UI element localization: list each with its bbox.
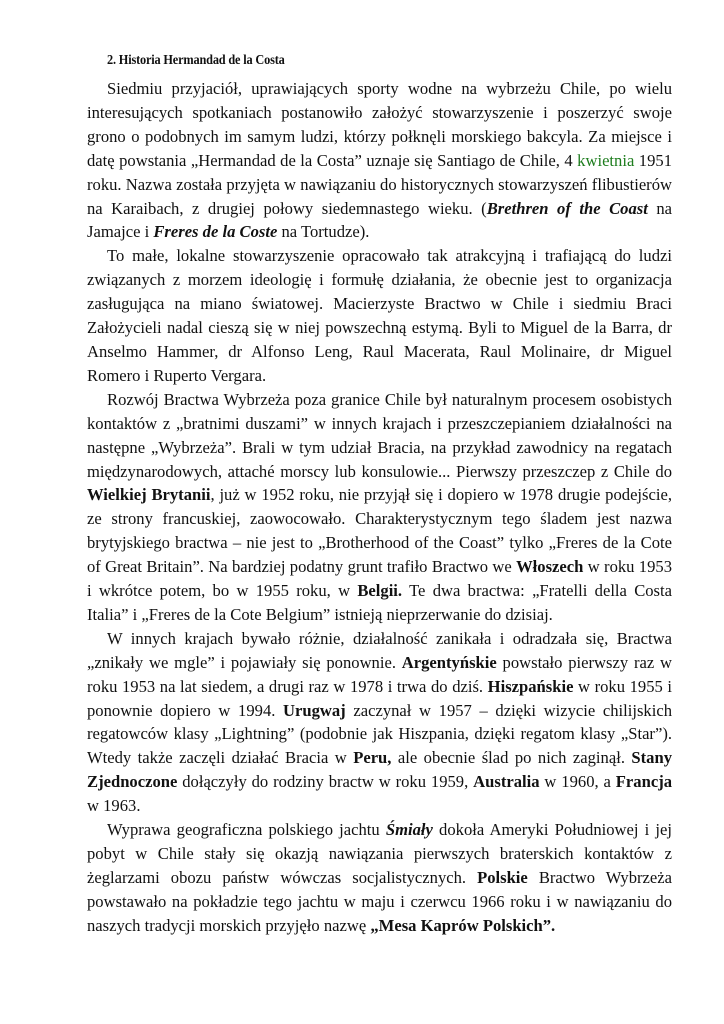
text-run: ale obecnie ślad po nich zaginął. (391, 748, 632, 768)
text-run: Siedmiu przyjaciół, uprawiających sporty wodne na wybrzeżu Chile, po wielu interesujących spotkaniach postanowiło założyć stowarzyszenie i poszerzyć swoje grono o podobnych im samym ludzi, którzy połknęli morskiego bakcyla. Za miejsce i datę powstania „Hermandad de la Costa” uznaje się Santiago de Chile, 4 (87, 79, 672, 170)
emphasis-text: Włoszech (516, 557, 584, 577)
text-run: Rozwój Bractwa Wybrzeża poza granice Chile był naturalnym procesem osobistych kontaktów z „bratnimi duszami” w innych krajach i przeszczepianiem działalności na następne „Wybrzeża”. Brali w tym udział Bracia, na przykład zawodnicy na regatach międzynarodowych, attaché morscy lub konsulowie... Pierwszy przeszczep z Chile do (87, 389, 672, 481)
text-run: na Tortudze). (277, 222, 370, 242)
text-run: Bractwo Wybrzeża powstawało na pokładzie tego jachtu w maju i czerwcu 1966 roku i w nawiązaniu do naszych tradycji morskich przyjęło nazwę (87, 867, 672, 935)
text-run: w 1963. (87, 796, 141, 816)
text-run: To małe, lokalne stowarzyszenie opracowało tak atrakcyjną i trafiającą do ludzi związanych z morzem ideologię i formułę działania, że obecnie jest to organizacja zasługująca na miano światowej. Macierzyste Bractwo w Chile i siedmiu Braci Założycieli nadal cieszą się w niej powszechną estymą. Byli to Miguel de la Barra, dr Anselmo Hammer, dr Alfonso Leng, Raul Macerata, Raul Molinaire, dr Miguel Romero i Ruperto Vergara. (87, 246, 672, 385)
paragraph-other-countries (87, 627, 672, 818)
emphasis-text: Freres de la Coste (153, 222, 278, 242)
paragraph-ideology (87, 244, 672, 387)
emphasis-text: Wielkiej Brytanii (87, 485, 211, 505)
emphasis-text: Brethren of the Coast (486, 198, 648, 218)
emphasis-text: Śmiały (385, 820, 433, 840)
emphasis-text: Australia (473, 772, 540, 792)
emphasis-text: Belgii. (357, 581, 403, 601)
text-run: 1951 roku. Nazwa została przyjęta w nawiązaniu do historycznych stowarzyszeń flibustierów na Karaibach, z drugiej połowy siedemnastego wieku. ( (87, 150, 672, 218)
text-run: w roku 1953 i wkrótce potem, bo w 1955 roku, w (87, 557, 672, 601)
text-run: dołączyły do rodziny bractw w roku 1959, (177, 772, 474, 792)
text-run: , już w 1952 roku, nie przyjął się i dopiero w 1978 drugie podejście, ze strony francuskiej, zaowocowało. Charakterystycznym tego śladem jest nazwa brytyjskiego bractwa – nie jest to „Brotherhood of the Coast” tylko „Freres de la Cote of Great Britain”. Na bardziej podatny grunt trafiło Bractwo we (87, 485, 672, 577)
text-run: dokoła Ameryki Południowej i jej pobyt w Chile stały się okazją nawiązania pierwszych braterskich kontaktów z żeglarzami obozu państw wówczas socjalistycznych. (87, 820, 672, 887)
emphasis-text: Stany Zjednoczone (87, 748, 672, 792)
paragraph-polish-brotherhood (87, 818, 672, 938)
emphasis-text: Peru, (353, 748, 392, 768)
text-run: zaczynał w 1957 – dzięki wizycie chilijskich regatowców klasy „Lightning” (podobnie jak Hiszpania, dzięki regatom klasy „Star”). Wtedy także zaczęli działać Bracia w (87, 700, 672, 768)
text-run: w roku 1955 i ponownie dopiero w 1994. (87, 676, 672, 720)
emphasis-text: Urugwaj (283, 700, 346, 720)
text-run: Te dwa bractwa: „Fratelli della Costa Italia” i „Freres de la Cote Belgium” istnieją nieprzerwanie do dzisiaj. (87, 581, 672, 624)
text-run: Wyprawa geograficzna polskiego jachtu (107, 820, 386, 840)
body-text (87, 77, 672, 938)
section-heading: 2. Historia Hermandad de la Costa (107, 53, 285, 68)
text-run: na Jamajce i (87, 198, 673, 242)
text-run: w 1960, a (539, 772, 616, 792)
text-run: W innych krajach bywało różnie, działalność zanikała i odradzała się, Bractwa „znikały we mgle” i pojawiały się ponownie. (87, 628, 672, 672)
emphasis-text: Polskie (477, 867, 528, 887)
paragraph-expansion (87, 388, 672, 627)
emphasis-text: kwietnia (577, 150, 635, 170)
emphasis-text: Francja (615, 772, 673, 792)
emphasis-text: Argentyńskie (401, 652, 497, 672)
text-run: powstało pierwszy raz w roku 1953 na lat siedem, a drugi raz w 1978 i trwa do dziś. (87, 652, 672, 696)
paragraph-founding (87, 77, 672, 244)
emphasis-text: „Mesa Kaprów Polskich”. (370, 915, 556, 935)
emphasis-text: Hiszpańskie (487, 676, 574, 696)
